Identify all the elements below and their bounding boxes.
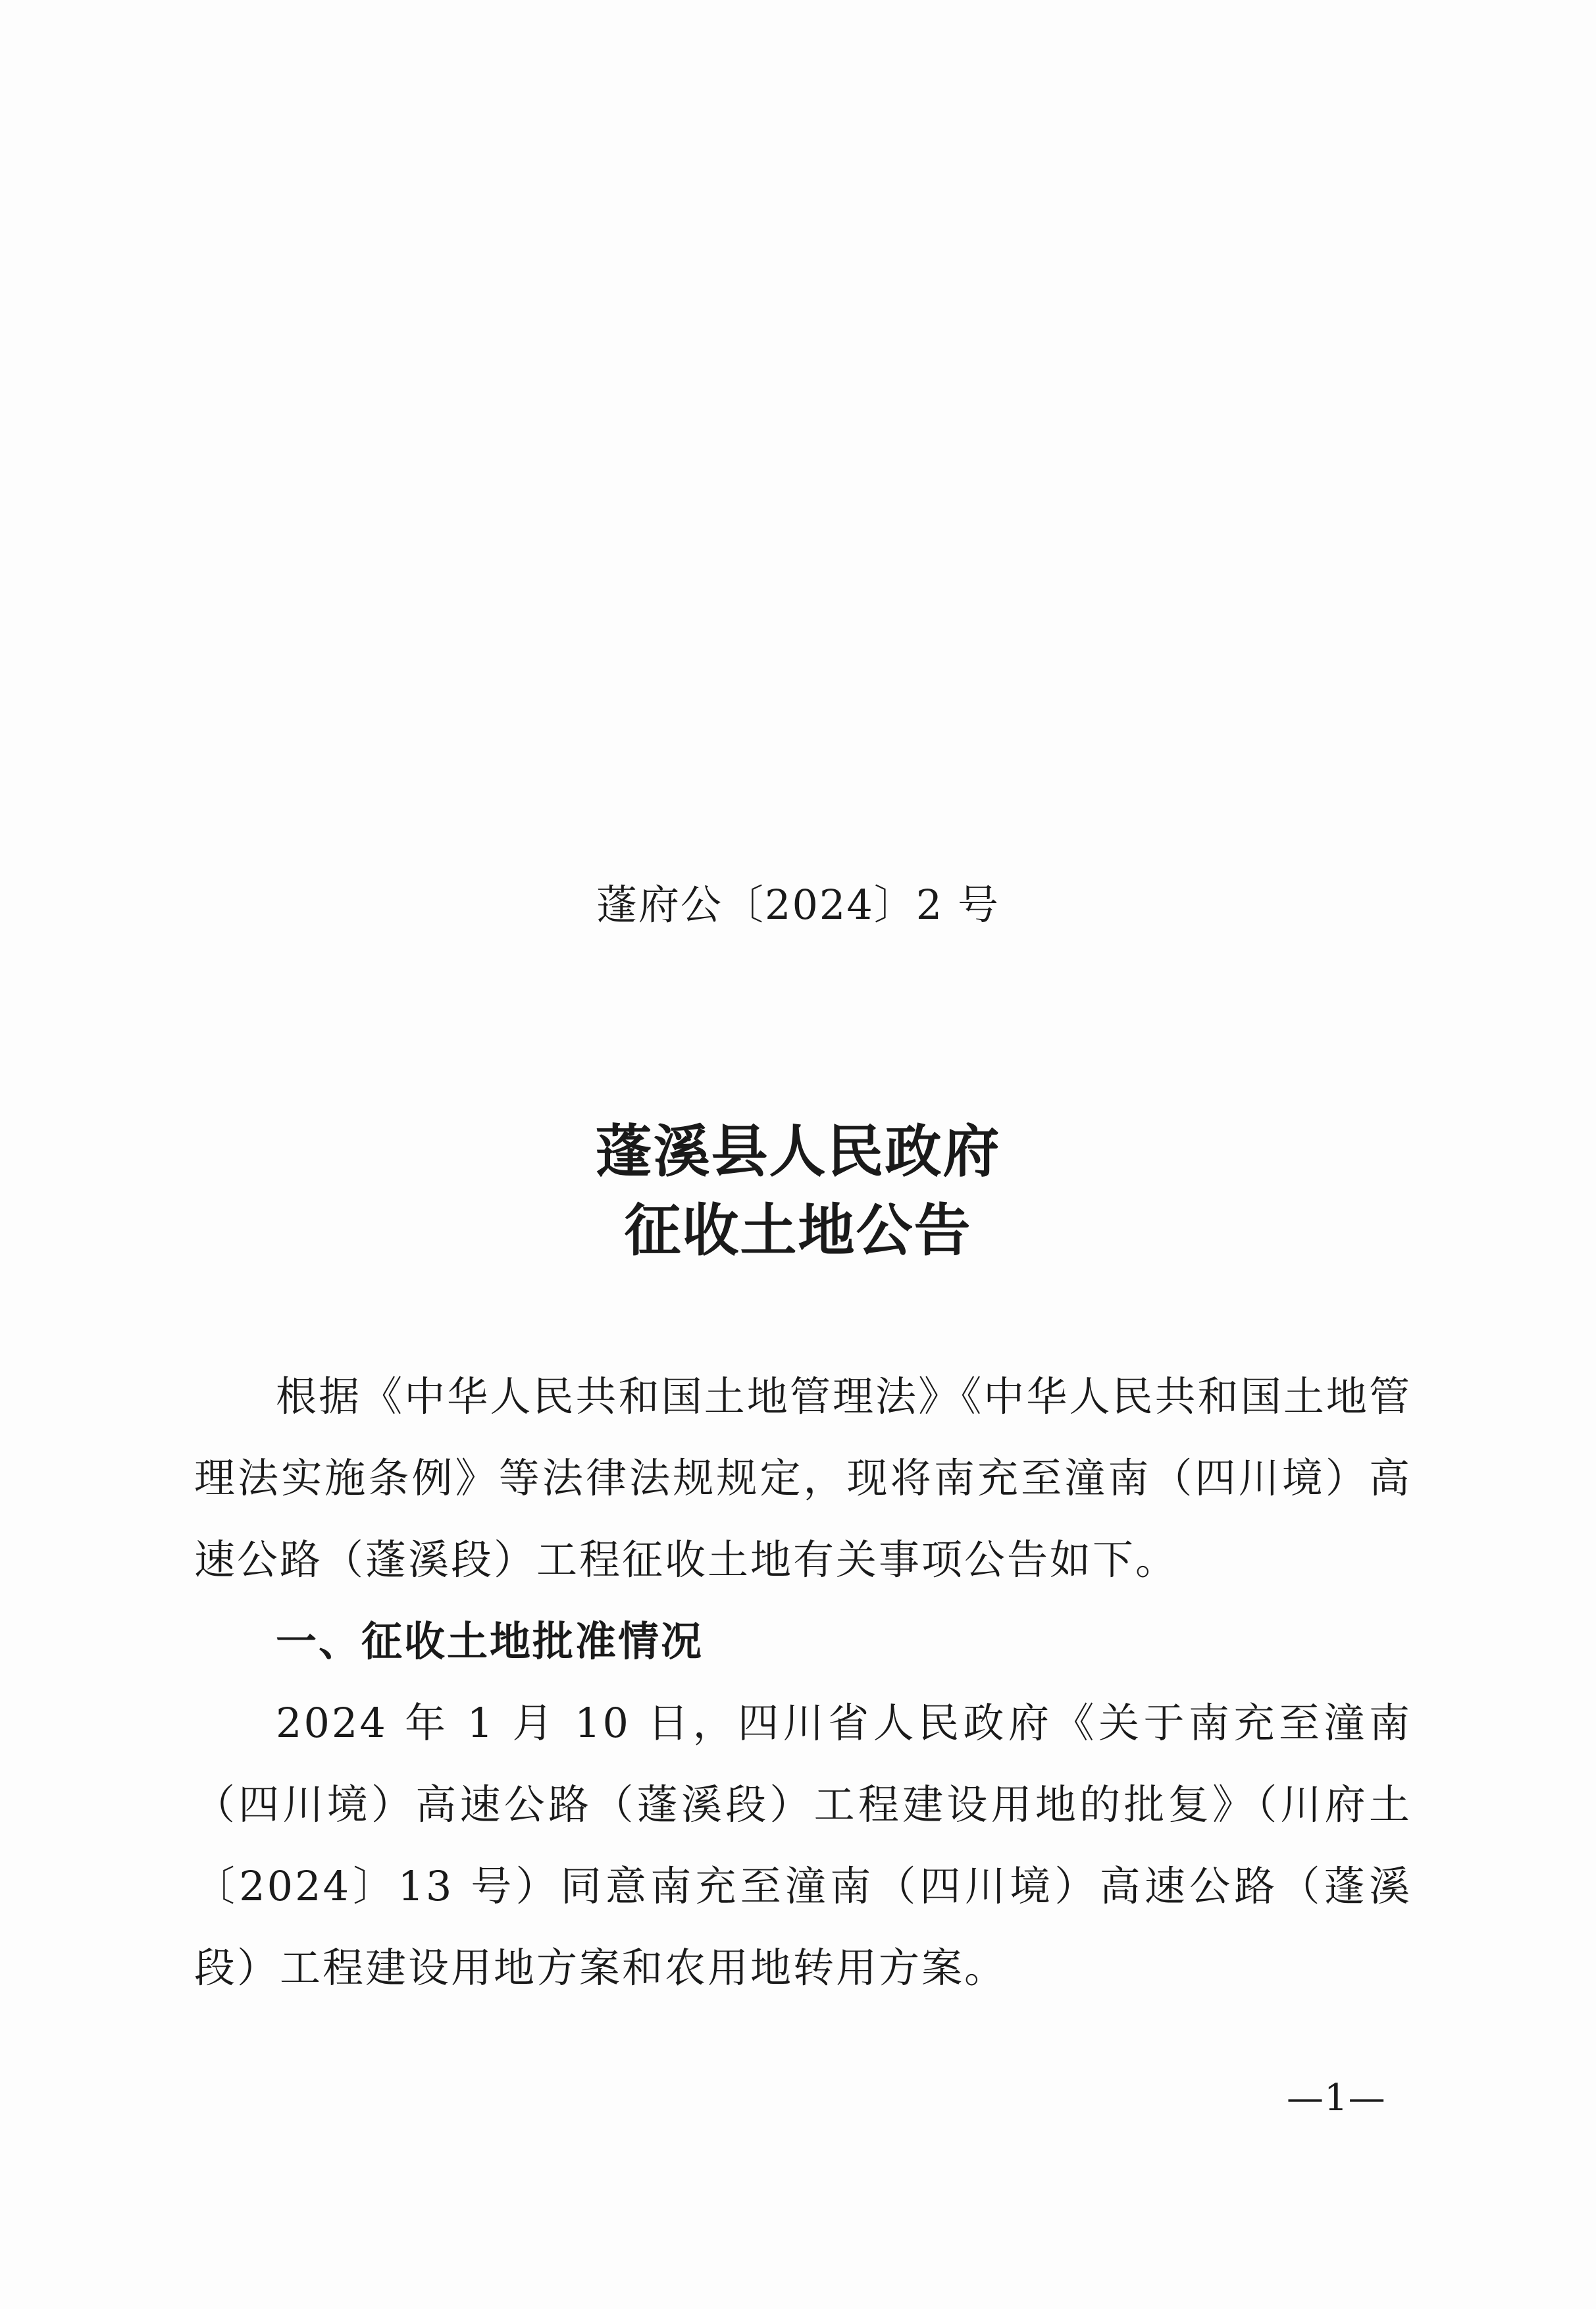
paragraph-intro: 根据《中华人民共和国土地管理法》《中华人民共和国土地管理法实施条例》等法律法规规定，现将南充至潼南（四川境）高速公路（蓬溪段）工程征收土地有关事项公告如下。 — [194, 1372, 1412, 1584]
document-title-line-2: 征收土地公告 — [624, 1198, 972, 1264]
paragraph-approval: 2024 年 1 月 10 日，四川省人民政府《关于南充至潼南（四川境）高速公路（蓬溪段）工程建设用地的批复》（川府土〔2024〕13 号）同意南充至潼南（四川境）高速公路（蓬溪段）工程建设用地方案和农用地转用方案。 — [194, 1699, 1412, 1992]
document-number: 蓬府公〔2024〕2 号 — [596, 881, 1000, 929]
page-number: —1— — [1287, 2077, 1386, 2119]
document-body — [194, 1356, 1412, 2009]
document-title-line-1: 蓬溪县人民政府 — [595, 1119, 1001, 1185]
section-heading-approval: 一、征收土地批准情况 — [276, 1617, 704, 1665]
